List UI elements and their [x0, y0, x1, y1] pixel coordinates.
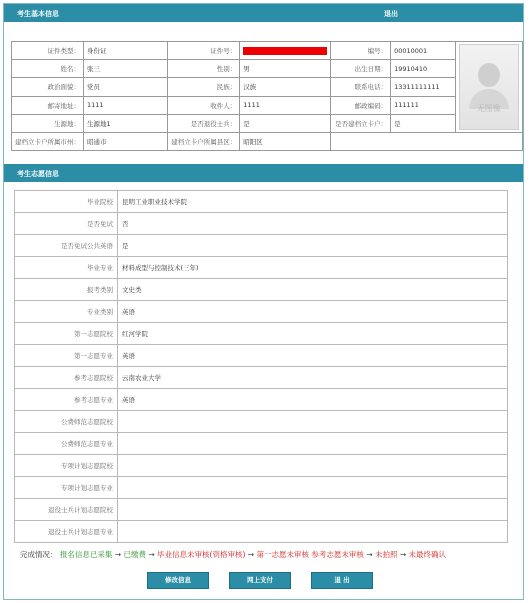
wish-row — [15, 279, 508, 301]
status-step-ref-wish: 参考志愿未审核 — [311, 550, 364, 559]
wish-row — [15, 521, 508, 543]
gender-label: 性别： — [168, 60, 240, 78]
ethnic-value: 汉族 — [240, 78, 331, 96]
address-label: 邮寄地址： — [12, 96, 84, 114]
wish-value: 英语 — [118, 345, 508, 367]
status-step-first-wish: 第一志愿未审核 — [256, 550, 309, 559]
wish-label: 公费师范志愿院校 — [15, 411, 118, 433]
exit-button[interactable]: 退 出 — [311, 572, 373, 589]
wish-info-title: 考生志愿信息 — [17, 170, 59, 178]
basic-info-table — [11, 41, 523, 151]
card-city-value: 昭通市 — [84, 133, 168, 151]
wish-label: 退役士兵计划志愿专业 — [15, 521, 118, 543]
basic-info-header — [4, 4, 523, 22]
birth-value: 19910410 — [391, 60, 455, 78]
wish-row — [15, 257, 508, 279]
no-photo-text: 无图像 — [476, 104, 501, 113]
status-step-collected: 报名信息已采集 — [59, 550, 113, 559]
photo-cell — [455, 42, 522, 133]
retired-value: 是 — [240, 114, 331, 132]
wish-info-header — [4, 164, 523, 182]
receiver-label: 收件人： — [168, 96, 240, 114]
id-number-label: 证件号： — [168, 42, 240, 60]
status-step-confirm: 未最终确认 — [408, 550, 447, 559]
phone-label: 联系电话： — [331, 78, 391, 96]
wish-row — [15, 301, 508, 323]
zip-value: 111111 — [391, 96, 455, 114]
wish-label: 退役士兵计划志愿院校 — [15, 499, 118, 521]
basic-info-title: 考生基本信息 — [17, 10, 59, 18]
card-city-label: 建档立卡户所属市州： — [12, 133, 84, 151]
wish-row — [15, 191, 508, 213]
logout-link[interactable]: 退出 — [384, 10, 398, 18]
avatar-head-icon — [478, 63, 500, 87]
wish-row — [15, 235, 508, 257]
wish-row — [15, 499, 508, 521]
wish-value: 否 — [118, 213, 508, 235]
empty-cell — [331, 133, 523, 151]
wish-label: 专业类别 — [15, 301, 118, 323]
status-arrow: → — [399, 550, 407, 559]
wish-value: 是 — [118, 235, 508, 257]
wish-row — [15, 345, 508, 367]
card-reg-label: 是否建档立卡户： — [331, 114, 391, 132]
wish-value: 昆明工业职业技术学院 — [118, 191, 508, 213]
wish-label: 第一志愿专业 — [15, 345, 118, 367]
wish-value: 英语 — [118, 301, 508, 323]
wish-label: 毕业专业 — [15, 257, 118, 279]
wish-label: 是否免试公共英语 — [15, 235, 118, 257]
number-value: 00010001 — [391, 42, 455, 60]
wish-info-table — [14, 190, 508, 543]
id-number-redacted — [240, 42, 331, 60]
wish-label: 是否免试 — [15, 213, 118, 235]
phone-value: 13311111111 — [391, 78, 455, 96]
wish-row — [15, 213, 508, 235]
id-type-value: 身份证 — [84, 42, 168, 60]
wish-row — [15, 433, 508, 455]
wish-label: 第一志愿院校 — [15, 323, 118, 345]
card-county-label: 建档立卡户所属县区： — [168, 133, 240, 151]
wish-row — [15, 389, 508, 411]
edit-info-button[interactable]: 修改信息 — [147, 572, 209, 589]
name-label: 姓名： — [12, 60, 84, 78]
political-label: 政治面貌： — [12, 78, 84, 96]
wish-value: 材料成型与控制技术(三年) — [118, 257, 508, 279]
wish-value: 英语 — [118, 389, 508, 411]
wish-value — [118, 411, 508, 433]
wish-value: 红河学院 — [118, 323, 508, 345]
wish-label: 毕业院校 — [15, 191, 118, 213]
birth-label: 出生日期： — [331, 60, 391, 78]
wish-label: 参考志愿专业 — [15, 389, 118, 411]
wish-value — [118, 521, 508, 543]
wish-row — [15, 367, 508, 389]
completion-status — [20, 549, 446, 560]
photo-placeholder — [459, 44, 519, 130]
status-arrow: → — [148, 550, 155, 559]
status-arrow: → — [114, 550, 122, 559]
wish-label: 报考类别 — [15, 279, 118, 301]
origin-label: 生源地： — [12, 114, 84, 132]
status-step-photo: 未拍照 — [374, 550, 398, 559]
wish-value: 文史类 — [118, 279, 508, 301]
wish-value — [118, 499, 508, 521]
status-label: 完成情况： — [20, 550, 58, 559]
address-value: 1111 — [84, 96, 168, 114]
origin-value: 生源地1 — [84, 114, 168, 132]
wish-row — [15, 323, 508, 345]
wish-row — [15, 455, 508, 477]
online-pay-button[interactable]: 网上支付 — [229, 572, 291, 589]
wish-row — [15, 477, 508, 499]
status-arrow: → — [247, 550, 255, 559]
card-county-value: 昭阳区 — [240, 133, 331, 151]
main-frame — [3, 3, 524, 600]
political-value: 党员 — [84, 78, 168, 96]
wish-value — [118, 477, 508, 499]
status-step-graduation: 毕业信息未审核(资格审核) — [157, 550, 246, 559]
ethnic-label: 民族： — [168, 78, 240, 96]
receiver-value: 1111 — [240, 96, 331, 114]
wish-value — [118, 433, 508, 455]
redaction-bar — [243, 47, 327, 55]
name-value: 张三 — [84, 60, 168, 78]
status-arrow: → — [366, 550, 373, 559]
wish-value — [118, 455, 508, 477]
wish-label: 参考志愿院校 — [15, 367, 118, 389]
gender-value: 男 — [240, 60, 331, 78]
card-reg-value: 是 — [391, 114, 455, 132]
wish-label: 公费师范志愿专业 — [15, 433, 118, 455]
id-type-label: 证件类型： — [12, 42, 84, 60]
wish-label: 专项计划志愿专业 — [15, 477, 118, 499]
action-bar — [4, 572, 523, 588]
wish-row — [15, 411, 508, 433]
retired-label: 是否退役士兵： — [168, 114, 240, 132]
status-step-paid: 已缴费 — [123, 550, 146, 559]
zip-label: 邮政编码： — [331, 96, 391, 114]
wish-value: 云南农业大学 — [118, 367, 508, 389]
number-label: 编号： — [331, 42, 391, 60]
wish-label: 专项计划志愿院校 — [15, 455, 118, 477]
